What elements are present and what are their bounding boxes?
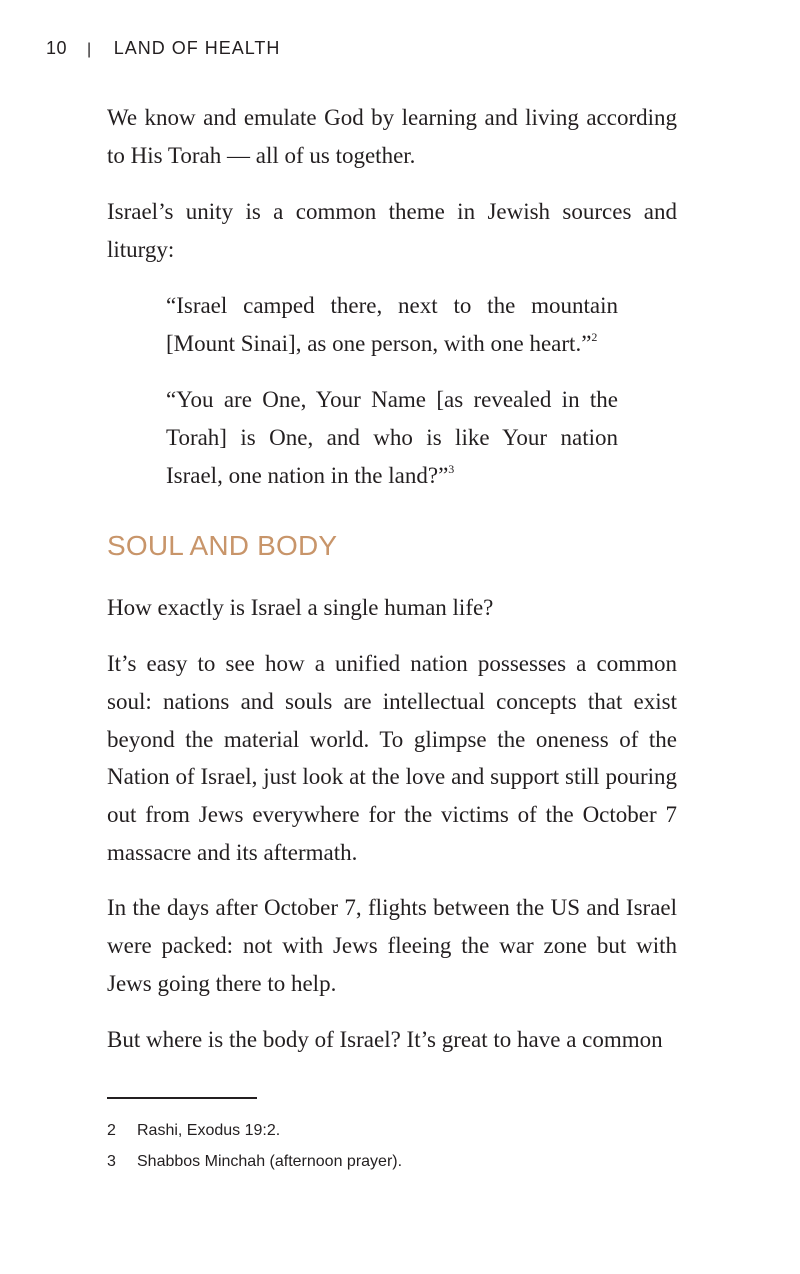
quote-mount-sinai xyxy=(166,287,618,363)
footnote-reference[interactable]: 3 xyxy=(448,461,455,476)
book-title: LAND OF HEALTH xyxy=(113,38,281,58)
paragraph-single-human-life: How exactly is Israel a single human life? xyxy=(107,595,494,620)
section-heading: SOUL AND BODY xyxy=(107,530,338,561)
footnote-number: 2 xyxy=(107,1122,116,1139)
page-number: 10 xyxy=(46,38,68,58)
paragraph-emulate-god: We know and emulate God by learning and living according to His Torah — all of us together. xyxy=(107,105,677,168)
quote-text: “You are One, Your Name [as revealed in the Torah] is One, and who is like Your nation Israel, one nation in the land?” xyxy=(166,387,618,488)
paragraph-common-soul: It’s easy to see how a unified nation possesses a common soul: nations and souls are intellectual concepts that exist beyond the material world. To glimpse the oneness of the Nation of Israel, just look at the love and support still pouring out from Jews everywhere for the victims of the October 7 massacre and its aftermath. xyxy=(107,651,677,865)
paragraph-israel-unity: Israel’s unity is a common theme in Jewish sources and liturgy: xyxy=(107,199,677,262)
header-separator: | xyxy=(87,41,92,58)
paragraph-body-of-israel: But where is the body of Israel? It’s great to have a common xyxy=(107,1027,663,1052)
footnote-number: 3 xyxy=(107,1153,116,1170)
running-head xyxy=(46,38,280,59)
footnote-reference[interactable]: 2 xyxy=(591,329,598,344)
paragraph-flights: In the days after October 7, flights between the US and Israel were packed: not with Jews fleeing the war zone but with Jews going there to help. xyxy=(107,895,677,996)
footnote-2 xyxy=(107,1121,667,1141)
footnote-text: Rashi, Exodus 19:2. xyxy=(137,1122,281,1139)
quote-you-are-one xyxy=(166,381,618,494)
footnote-text: Shabbos Minchah (afternoon prayer). xyxy=(137,1153,403,1170)
quote-text: “Israel camped there, next to the mountain [Mount Sinai], as one person, with one heart.” xyxy=(166,293,618,356)
footnote-3 xyxy=(107,1152,667,1172)
footnote-divider xyxy=(107,1097,257,1099)
